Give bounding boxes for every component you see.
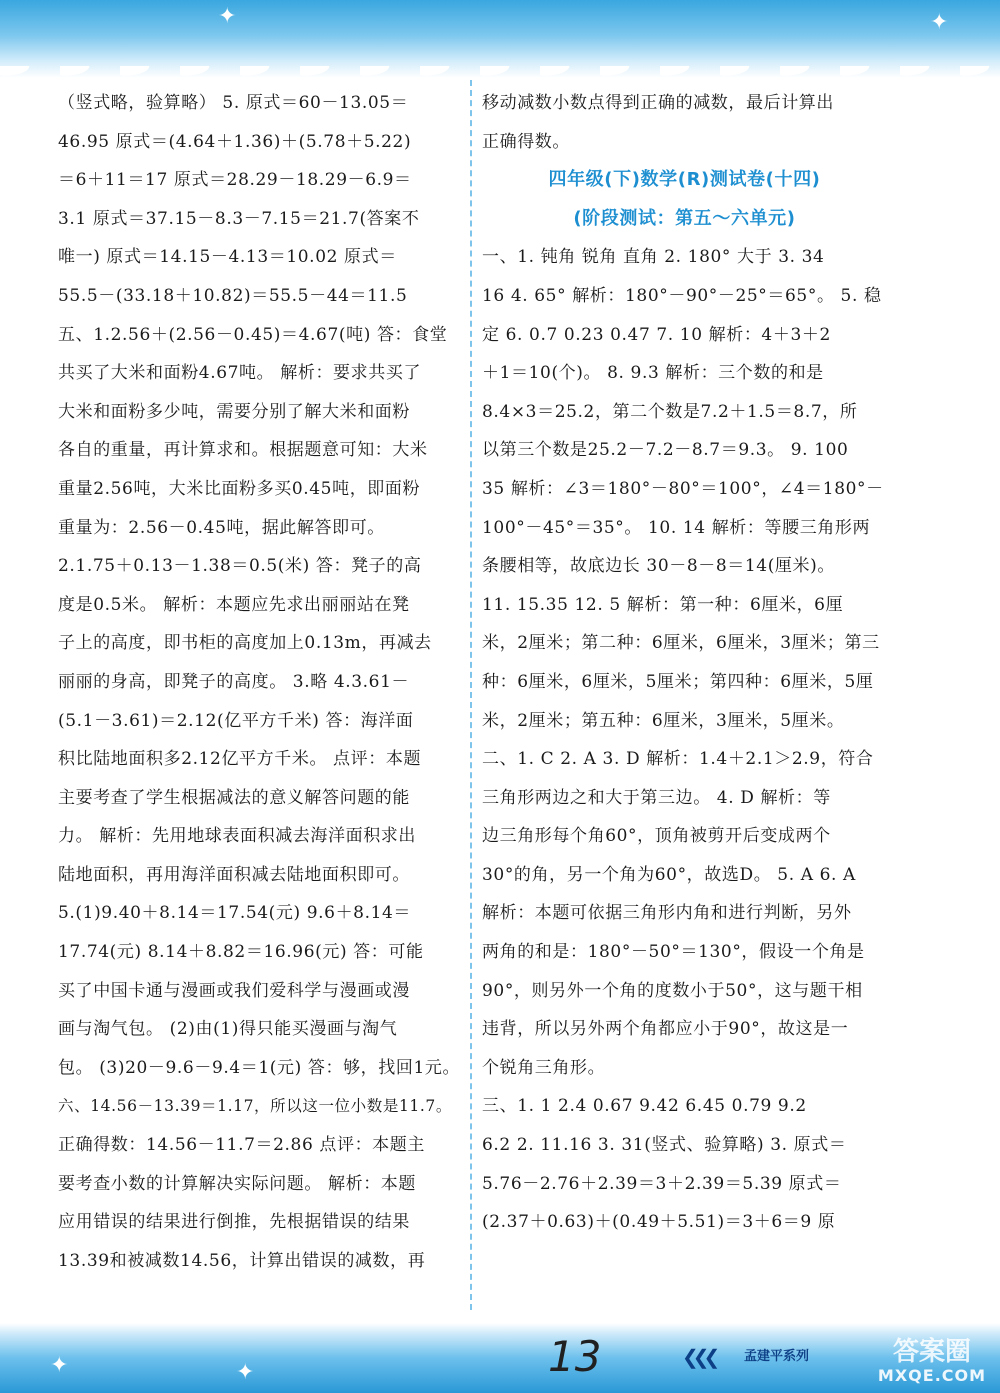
text-line: 35 解析：∠3＝180°－80°＝100°，∠4＝180°－: [482, 478, 884, 499]
text-line: 重量为：2.56－0.45吨，据此解答即可。: [58, 517, 385, 538]
text-line: 8.4×3＝25.2，第二个数是7.2＋1.5＝8.7，所: [482, 401, 858, 422]
text-line: （竖式略，验算略） 5. 原式＝60－13.05＝: [58, 93, 409, 113]
watermark-text: 答案圈: [892, 1337, 971, 1367]
text-line: 六、14.56－13.39＝1.17，所以这一位小数是11.7。: [58, 1097, 452, 1116]
text-line: 要考查小数的计算解决实际问题。 解析：本题: [58, 1173, 417, 1194]
text-line: 5.(1)9.40＋8.14＝17.54(元) 9.6＋8.14＝: [58, 903, 412, 924]
bottom-decorative-band: [0, 1323, 1000, 1393]
text-line: 唯一) 原式＝14.15－4.13＝10.02 原式＝: [58, 247, 397, 268]
text-line: 力。 解析：先用地球表面积减去海洋面积求出: [58, 826, 417, 847]
text-line: 6.2 2. 11.16 3. 31(竖式、验算略) 3. 原式＝: [482, 1135, 847, 1156]
series-brand: 孟建平系列: [744, 1349, 810, 1364]
text-line: 子上的高度，即书柜的高度加上0.13m，再减去: [58, 633, 432, 654]
right-column: [482, 84, 887, 1242]
text-line: 画与淘气包。 (2)由(1)得只能买漫画与淘气: [58, 1019, 398, 1040]
sparkle-icon: ✦: [930, 10, 949, 35]
text-line: 积比陆地面积多2.12亿平方千米。 点评：本题: [58, 749, 422, 770]
text-line: 边三角形每个角60°，顶角被剪开后变成两个: [482, 826, 831, 847]
text-line: 大米和面粉多少吨，需要分别了解大米和面粉: [58, 401, 410, 422]
text-line: 度是0.5米。 解析：本题应先求出丽丽站在凳: [58, 594, 410, 615]
text-line: 条腰相等，故底边长 30－8－8＝14(厘米)。: [482, 556, 835, 577]
sparkle-icon: ✦: [50, 1353, 69, 1378]
text-line: 共买了大米和面粉4.67吨。 解析：要求共买了: [58, 363, 422, 384]
text-line: 两角的和是：180°－50°＝130°，假设一个角是: [482, 942, 865, 963]
page-number: 13: [548, 1332, 602, 1381]
text-line: 3.1 原式＝37.15－8.3－7.15＝21.7(答案不: [58, 208, 420, 229]
text-line: 100°－45°＝35°。 10. 14 解析：等腰三角形两: [482, 517, 871, 538]
text-line: (5.1－3.61)＝2.12(亿平方千米) 答：海洋面: [58, 710, 414, 731]
text-line: ＋1＝10(个)。 8. 9.3 解析：三个数的和是: [482, 363, 824, 384]
text-line: 13.39和被减数14.56，计算出错误的减数，再: [58, 1250, 426, 1271]
column-divider: [470, 80, 472, 1310]
text-line: (2.37＋0.63)＋(0.49＋5.51)＝3＋6＝9 原: [482, 1212, 836, 1233]
text-line: 30°的角，另一个角为60°，故选D。 5. A 6. A: [482, 864, 856, 885]
text-line: 应用错误的结果进行倒推，先根据错误的结果: [58, 1212, 410, 1233]
text-line: 三角形两边之和大于第三边。 4. D 解析：等: [482, 787, 831, 808]
text-line: 定 6. 0.7 0.23 0.47 7. 10 解析：4＋3＋2: [482, 324, 831, 345]
text-line: 5.76－2.76＋2.39＝3＋2.39＝5.39 原式＝: [482, 1173, 842, 1194]
text-line: 2.1.75＋0.13－1.38＝0.5(米) 答：凳子的高: [58, 556, 422, 577]
watermark-url: MXQE.COM: [877, 1366, 987, 1385]
text-line: 三、1. 1 2.4 0.67 9.42 6.45 0.79 9.2: [482, 1096, 807, 1117]
text-line: 正确得数：14.56－11.7＝2.86 点评：本题主: [58, 1135, 425, 1156]
text-line: 种：6厘米，6厘米，5厘米；第四种：6厘米，5厘: [482, 671, 874, 692]
text-line: 陆地面积，再用海洋面积减去陆地面积即可。: [58, 864, 410, 885]
text-line: 正确得数。: [482, 131, 570, 152]
left-column: [58, 84, 460, 1280]
test-title: 四年级(下)数学(R)测试卷(十四): [548, 169, 821, 191]
text-line: 17.74(元) 8.14＋8.82＝16.96(元) 答：可能: [58, 942, 424, 963]
text-line: 个锐角三角形。: [482, 1057, 606, 1078]
text-line: 移动减数小数点得到正确的减数，最后计算出: [482, 93, 834, 113]
test-subtitle: (阶段测试：第五～六单元): [573, 207, 796, 229]
text-line: 重量2.56吨，大米比面粉多买0.45吨，即面粉: [58, 478, 421, 499]
text-line: 二、1. C 2. A 3. D 解析：1.4＋2.1＞2.9，符合: [482, 749, 874, 770]
text-line: 丽丽的身高，即凳子的高度。 3.略 4.3.61－: [58, 671, 410, 692]
text-line: 买了中国卡通与漫画或我们爱科学与漫画或漫: [58, 980, 410, 1001]
text-line: 以第三个数是25.2－7.2－8.7＝9.3。 9. 100: [482, 440, 849, 461]
text-line: 55.5－(33.18＋10.82)＝55.5－44＝11.5: [58, 285, 408, 306]
text-line: ＝6＋11＝17 原式＝28.29－18.29－6.9＝: [58, 170, 412, 191]
text-line: 16 4. 65° 解析：180°－90°－25°＝65°。 5. 稳: [482, 285, 882, 306]
text-line: 五、1.2.56＋(2.56－0.45)＝4.67(吨) 答：食堂: [58, 324, 448, 345]
text-line: 解析：本题可依据三角形内角和进行判断，另外: [482, 903, 852, 924]
text-line: 11. 15.35 12. 5 解析：第一种：6厘米，6厘: [482, 594, 844, 615]
text-line: 米，2厘米；第二种：6厘米，6厘米，3厘米；第三: [482, 633, 880, 654]
text-line: 90°，则另外一个角的度数小于50°，这与题干相: [482, 980, 863, 1001]
sparkle-icon: ✦: [236, 1360, 255, 1385]
text-line: 各自的重量，再计算求和。根据题意可知：大米: [58, 440, 428, 461]
text-line: 米，2厘米；第五种：6厘米，3厘米，5厘米。: [482, 710, 845, 731]
text-line: 46.95 原式＝(4.64＋1.36)＋(5.78＋5.22): [58, 131, 412, 152]
text-line: 包。 (3)20－9.6－9.4＝1(元) 答：够，找回1元。: [58, 1057, 461, 1078]
sparkle-icon: ✦: [218, 4, 237, 29]
text-line: 违背，所以另外两个角都应小于90°，故这是一: [482, 1019, 849, 1040]
text-line: 主要考查了学生根据减法的意义解答问题的能: [58, 787, 410, 808]
text-line: 一、1. 钝角 锐角 直角 2. 180° 大于 3. 34: [482, 247, 825, 268]
top-decorative-band: [0, 0, 1000, 78]
site-watermark: [872, 1338, 992, 1385]
chevrons-icon: ❮❮❮: [682, 1345, 715, 1369]
